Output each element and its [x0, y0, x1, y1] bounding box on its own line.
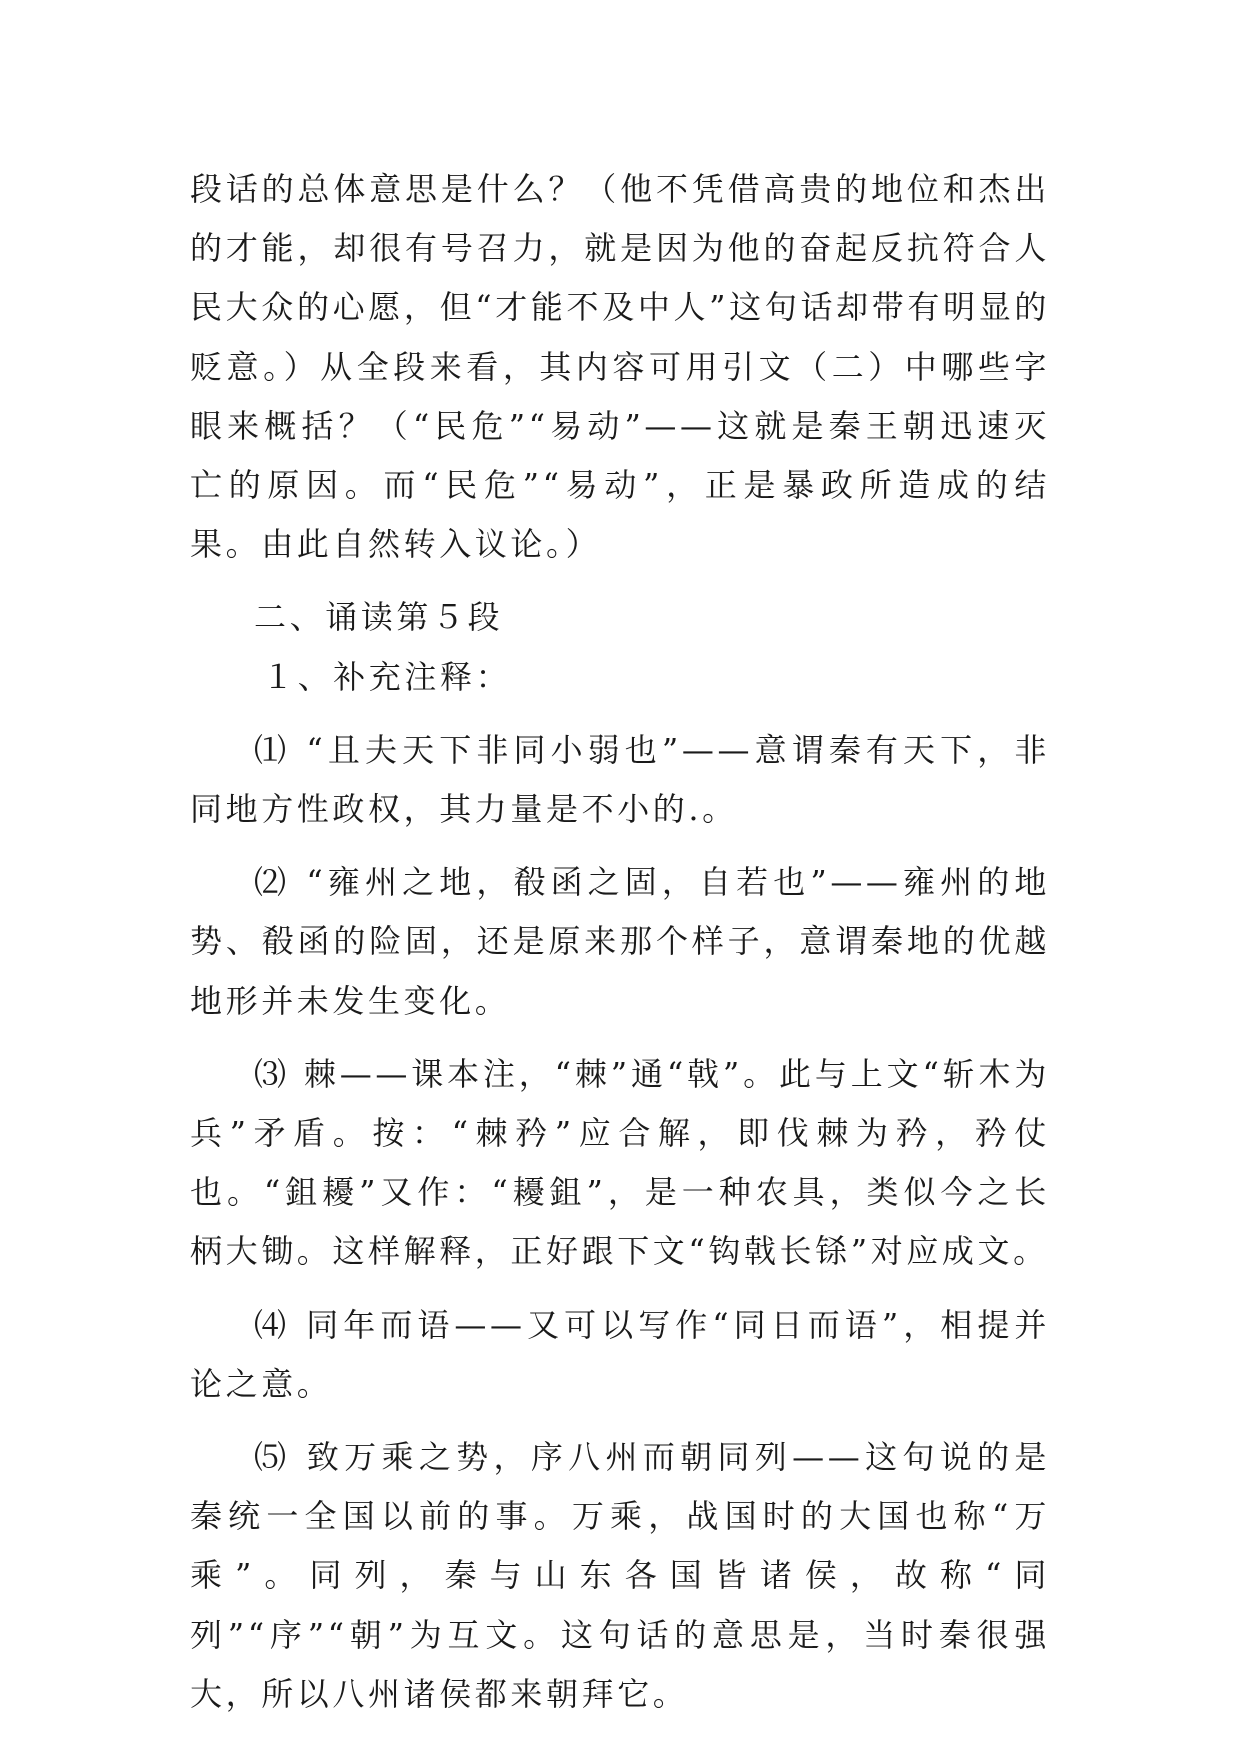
section-heading: 二、诵读第５段: [254, 598, 504, 637]
note-1: ⑴ “且夫天下非同小弱也”——意谓秦有天下，非同地方性政权，其力量是不小的.。: [190, 730, 1050, 829]
subsection-heading: １、补充注释：: [262, 657, 512, 696]
document-body: [190, 160, 1050, 1724]
note-5: ⑸ 致万乘之势，序八州而朝同列——这句说的是秦统一全国以前的事。万乘，战国时的大国也称“万乘”。同列，秦与山东各国皆诸侯，故称“同列”“序”“朝”为互文。这句话的意思是，当时秦很强大，所以八州诸侯都来朝拜它。: [190, 1438, 1050, 1713]
note-3: ⑶ 棘——课本注，“棘”通“戟”。此与上文“斩木为兵”矛盾。按：“棘矜”应合解，即伐棘为矜，矜仗也。“鉏耰”又作：“耰鉏”，是一种农具，类似今之长柄大锄。这样解释，正好跟下文“钩戟长铩”对应成文。: [190, 1054, 1050, 1271]
paragraph-summary: 段话的总体意思是什么？（他不凭借高贵的地位和杰出的才能，却很有号召力，就是因为他的奋起反抗符合人民大众的心愿，但“才能不及中人”这句话却带有明显的贬意。）从全段来看，其内容可用引文（二）中哪些字眼来概括？（“民危”“易动”——这就是秦王朝迅速灭亡的原因。而“民危”“易动”，正是暴政所造成的结果。由此自然转入议论。）: [190, 170, 1050, 564]
note-2: ⑵ “雍州之地，殽函之固，自若也”——雍州的地势、殽函的险固，还是原来那个样子，意谓秦地的优越地形并未发生变化。: [190, 863, 1050, 1020]
note-4: ⑷ 同年而语——又可以写作“同日而语”，相提并论之意。: [190, 1305, 1050, 1403]
